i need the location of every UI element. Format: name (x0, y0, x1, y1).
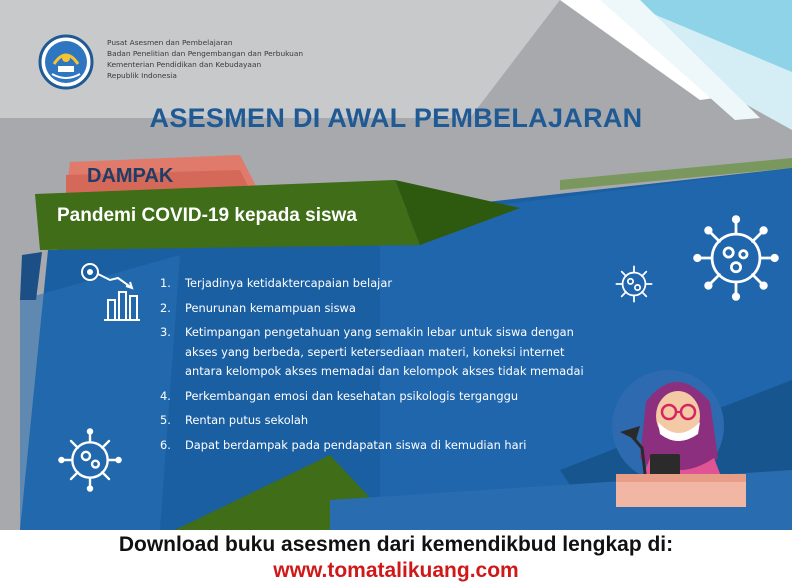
list-item (160, 274, 600, 293)
virus-icon (690, 212, 782, 304)
list-number: 4. (160, 388, 171, 403)
virus-icon (56, 426, 124, 494)
list-text: Ketimpangan pengetahuan yang semakin lebar untuk siswa dengan akses yang berbeda, seperti ketersediaan materi, koneksi internet antara kelompok akses memadai dan kelompok akses tidak memadai (185, 325, 584, 378)
list-number: 2. (160, 300, 171, 315)
list-number: 3. (160, 325, 171, 340)
list-text: Dapat berdampak pada pendapatan siswa di kemudian hari (185, 437, 527, 452)
list-item (160, 323, 600, 381)
organization-block (107, 37, 303, 81)
list-text: Terjadinya ketidaktercapaian belajar (185, 276, 393, 290)
footer-download-text: Download buku asesmen dari kemendikbud lengkap di: (118, 533, 674, 556)
org-line: Badan Penelitian dan Pengembangan dan Perbukuan (107, 49, 304, 58)
list-item (160, 436, 600, 455)
list-item (160, 299, 600, 318)
impact-list (160, 274, 600, 461)
list-number: 6. (160, 437, 171, 452)
tut-wuri-handayani-logo (38, 34, 94, 90)
section-subtitle: Pandemi COVID-19 kepada siswa (57, 205, 357, 226)
org-line: Pusat Asesmen dan Pembelajaran (107, 38, 233, 47)
section-label: DAMPAK (87, 165, 174, 187)
list-text: Penurunan kemampuan siswa (185, 300, 356, 315)
list-item (160, 387, 600, 406)
decline-chart-icon (76, 260, 144, 324)
page-title: ASESMEN DI AWAL PEMBELAJARAN (149, 103, 643, 133)
list-number: 5. (160, 413, 171, 428)
student-with-mask-illustration (606, 362, 756, 507)
virus-icon (612, 262, 656, 306)
list-text: Perkembangan emosi dan kesehatan psikologis terganggu (185, 388, 519, 403)
list-number: 1. (160, 276, 171, 290)
list-item (160, 411, 600, 430)
list-text: Rentan putus sekolah (185, 413, 309, 428)
footer-website-link[interactable]: www.tomatalikuang.com (273, 559, 519, 582)
org-line: Republik Indonesia (107, 71, 177, 80)
org-line: Kementerian Pendidikan dan Kebudayaan (107, 60, 262, 69)
